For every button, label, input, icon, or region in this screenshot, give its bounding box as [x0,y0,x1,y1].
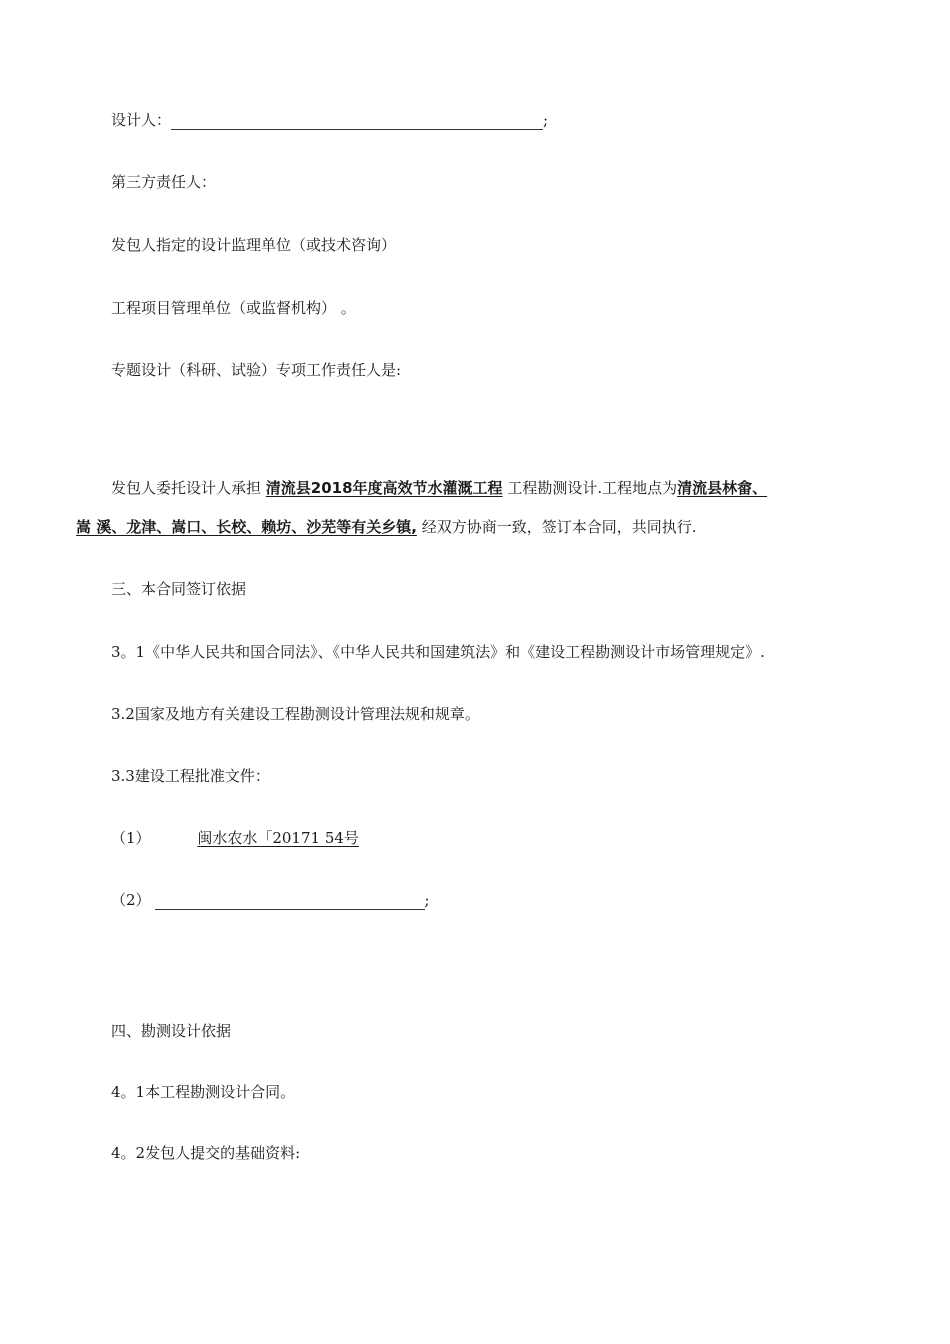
special-responsible-text: 专题设计（科研、试验）专项工作责任人是: [111,361,402,379]
approval-doc-2-end: ; [424,891,430,909]
section-4-item-1: 4。1本工程勘测设计合同。 [111,1083,296,1101]
section-4-heading: 四、勘测设计依据 [111,1022,232,1040]
section-4-item-2: 4。2发包人提交的基础资料: [111,1144,301,1162]
section-3-item-3: 3.3建设工程批准文件： [111,767,270,785]
section-3-heading: 三、本合同签订依据 [111,580,247,598]
designer-line [111,110,548,130]
location-part-1: 清流县林畲、 [677,479,768,497]
management-unit-text: 工程项目管理单位（或监督机构） 。 [111,299,356,317]
commission-line-1 [111,478,767,498]
designer-blank [171,113,543,130]
commission-mid: 工程勘测设计.工程地点为 [507,479,678,497]
designer-end: ; [543,111,549,129]
project-name: 清流县2018年度高效节水灌溉工程 [265,479,503,497]
approval-doc-1-value: 闽水农水「20171 54号 [197,829,359,847]
approval-doc-2-label: （2） [111,891,151,909]
commission-line-2 [76,517,697,537]
approval-doc-2-blank [155,893,425,910]
location-part-2: 嵩 溪、龙津、嵩口、长校、赖坊、沙芜等有关乡镇, [76,518,417,536]
approval-doc-2 [111,890,430,910]
supervision-unit-text: 发包人指定的设计监理单位（或技术咨询） [111,236,397,254]
approval-doc-1 [111,828,359,848]
section-3-item-1: 3。1《中华人民共和国合同法》、《中华人民共和国建筑法》和《建设工程勘测设计市场管理规定》. [111,643,765,661]
third-party-label: 第三方责任人： [111,173,217,191]
commission-prefix: 发包人委托设计人承担 [111,479,262,497]
commission-suffix: 经双方协商一致，签订本合同，共同执行. [421,518,697,536]
approval-doc-1-label: （1） [111,829,151,847]
section-3-item-2: 3.2国家及地方有关建设工程勘测设计管理法规和规章。 [111,705,480,723]
designer-label: 设计人： [111,111,172,129]
